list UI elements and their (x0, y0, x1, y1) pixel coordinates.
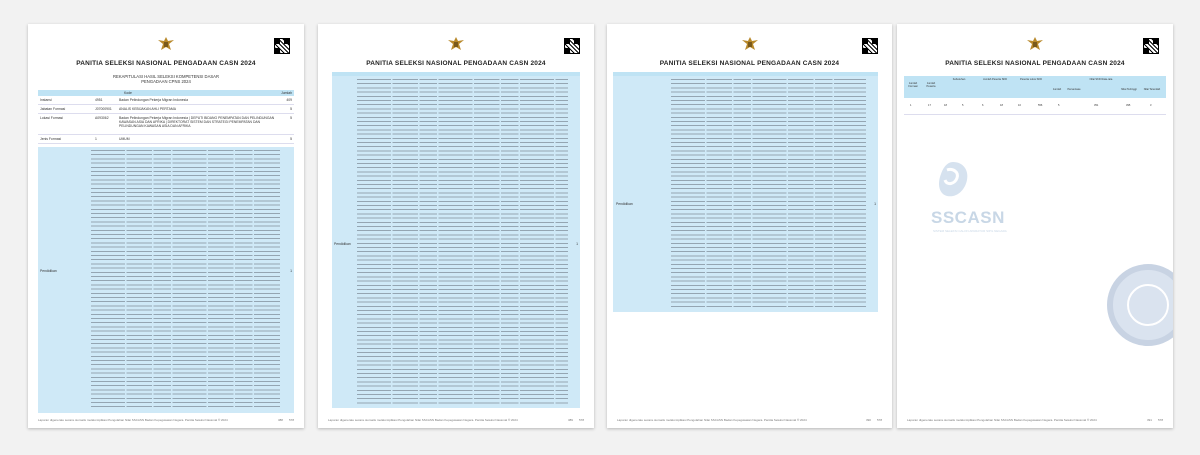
page-footer: Laporan digenerate secara otomatis melalui Aplikasi Pengolahan Nilai SSCASN Badan Kepegawaian Negara. Panitia Seleksi Nasional ® 2024 390 578 (617, 418, 882, 422)
document-page-3 (607, 24, 892, 428)
header-kode: Kode (124, 91, 132, 95)
education-list-text (357, 79, 568, 405)
sscasn-logo-icon (935, 160, 971, 200)
garuda-emblem-icon (740, 34, 760, 54)
table-row: Instansi 4951 Badan Pelindungan Pekerja Migran Indonesia 409 (38, 96, 294, 105)
pendidikan-label: Pendidikan (334, 242, 351, 246)
document-page-1 (28, 24, 304, 428)
pendidikan-count: 1 (576, 242, 578, 246)
qr-code-icon (564, 38, 580, 54)
pendidikan-cell (613, 76, 878, 312)
sscasn-watermark-subtitle: SISTEM SELEKSI CALON APARATUR SIPIL NEGARA (933, 229, 1007, 233)
qr-code-icon (1143, 38, 1159, 54)
document-page-2 (318, 24, 594, 428)
qr-code-icon (862, 38, 878, 54)
pendidikan-cell (38, 147, 294, 413)
pendidikan-cell (332, 76, 580, 408)
report-heading: REKAPITULASI HASIL SELEKSI KOMPETENSI DASAR PENGADAAN CPNS 2024 (113, 74, 219, 84)
qr-code-icon (274, 38, 290, 54)
table-row: 1 17 18 5 6 18 10 556 5 351 395 3 (904, 98, 1166, 115)
table-row: Jabatan Formasi J07000901 ANALIS KEBIJAKAN AHLI PERTAMA 5 (38, 105, 294, 114)
page-title: PANITIA SELEKSI NASIONAL PENGADAAN CASN 2024 (76, 60, 256, 67)
bkn-seal-icon (1107, 264, 1173, 346)
pendidikan-count: 1 (874, 202, 876, 206)
sscasn-watermark: SSCASN (931, 208, 1005, 227)
garuda-emblem-icon (156, 34, 176, 54)
page-title: PANITIA SELEKSI NASIONAL PENGADAAN CASN 2024 (659, 60, 840, 67)
education-list-text (91, 150, 280, 410)
page-title: PANITIA SELEKSI NASIONAL PENGADAAN CASN 2024 (366, 60, 546, 67)
pendidikan-count: 1 (290, 269, 292, 273)
pendidikan-label: Pendidikan (616, 202, 633, 206)
statistics-table (904, 76, 1166, 115)
pendidikan-label: Pendidikan (40, 269, 57, 273)
document-page-4 (897, 24, 1173, 428)
table-header: Jumlah Formasi Jumlah Peserta Kebutuhan Jumlah Peserta SKD Peserta Lulus SKD Jumlah Persentase Nilai SKD Rata-rata Nilai Tertinggi Nilai Terendah (904, 76, 1166, 98)
page-footer: Laporan digenerate secara otomatis melalui Aplikasi Pengolahan Nilai SSCASN Badan Kepegawaian Negara. Panitia Seleksi Nasional ® 2024 388 578 (38, 418, 294, 422)
summary-table (38, 90, 294, 144)
page-footer: Laporan digenerate secara otomatis melalui Aplikasi Pengolahan Nilai SSCASN Badan Kepegawaian Negara. Panitia Seleksi Nasional ® 2024 389 578 (328, 418, 584, 422)
garuda-emblem-icon (1025, 34, 1045, 54)
page-title: PANITIA SELEKSI NASIONAL PENGADAAN CASN 2024 (945, 60, 1125, 67)
table-row: Jenis Formasi 1 UMUM 5 (38, 135, 294, 144)
education-list-text (671, 79, 866, 309)
garuda-emblem-icon (446, 34, 466, 54)
header-jumlah: Jumlah (281, 91, 292, 95)
page-footer: Laporan digenerate secara otomatis melalui Aplikasi Pengolahan Nilai SSCASN Badan Kepegawaian Negara. Panitia Seleksi Nasional ® 2024 391 578 (907, 418, 1163, 422)
table-row: Lokasi Formasi A093062 Badan Pelindungan Pekerja Migran Indonesia | DEPUTI BIDANG PENEMPATAN DAN PELINDUNGAN KAWASAN ASIA DAN AFRIKA | DIREKTORAT SISTEM DAN STRATEGI PENEMPATAN DAN PELINDUNGAN KAWASAN ASIA DAN AFRIKA 5 (38, 114, 294, 135)
